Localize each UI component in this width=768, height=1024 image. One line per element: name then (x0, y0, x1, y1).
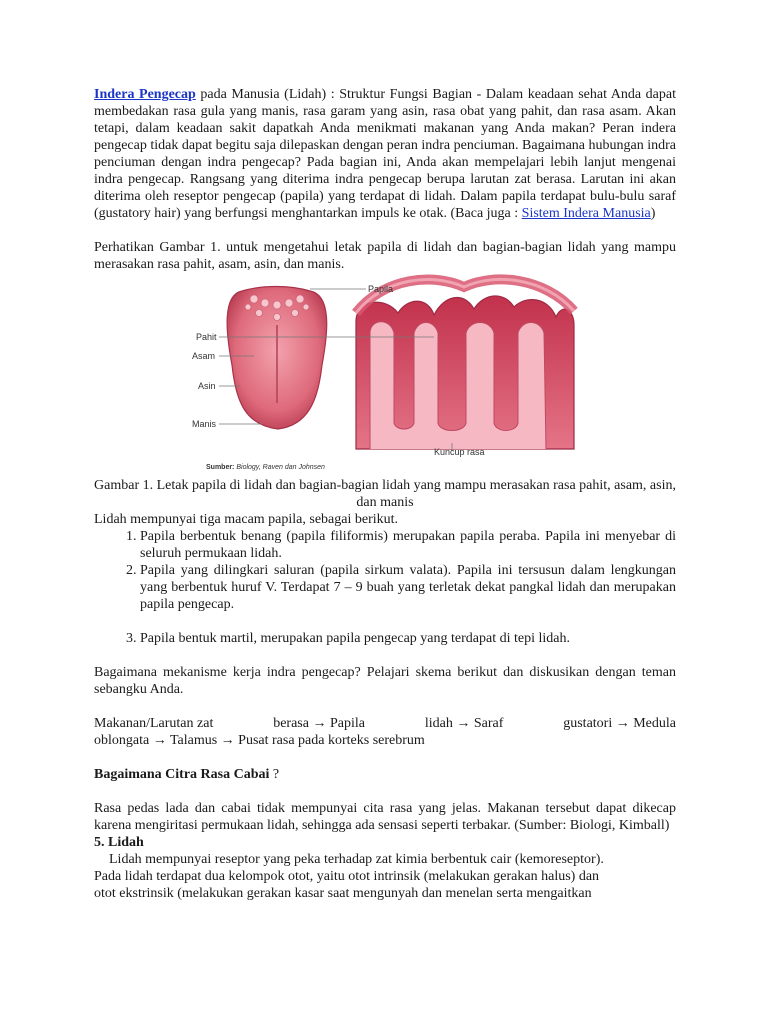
label-asam: Asam (192, 351, 216, 361)
figure-source: Sumber: Biology, Raven dan Johnsen (206, 464, 325, 471)
figure-caption: Gambar 1. Letak papila di lidah dan bagian-bagian lidah yang mampu merasakan rasa pahit, asam, asin, dan manis (94, 478, 676, 510)
flow-step: berasa → Papila (273, 716, 365, 731)
document-page (94, 86, 676, 902)
cabai-heading: Bagaimana Citra Rasa Cabai ? (94, 767, 280, 782)
list-intro: Lidah mempunyai tiga macam papila, sebagai berikut. (94, 512, 399, 527)
cabai-paragraph: Rasa pedas lada dan cabai tidak mempunyai cita rasa yang jelas. Makanan tersebut dapat dikecap karena mengiritasi permukaan lidah, sehingga ada sensasi seperti terbakar. (Sumber: Biologi, Kimball) (94, 801, 676, 833)
papila-list (94, 528, 676, 647)
label-pahit: Pahit (196, 332, 217, 342)
indera-pengecap-link[interactable]: Indera Pengecap (94, 87, 196, 102)
label-asin: Asin (198, 381, 216, 391)
lidah-line-3: otot ekstrinsik (melakukan gerakan kasar saat mengunyah dan menelan serta mengaitkan (94, 886, 592, 901)
tongue-figure (94, 273, 676, 473)
lidah-line-2: Pada lidah terdapat dua kelompok otot, yaitu otot intrinsik (melakukan gerakan halus) dan (94, 869, 600, 884)
mechanism-paragraph: Bagaimana mekanisme kerja indra pengecap? Pelajari skema berikut dan diskusikan dengan teman sebangku Anda. (94, 665, 676, 697)
sistem-indera-link[interactable]: Sistem Indera Manusia (521, 206, 651, 221)
label-manis: Manis (192, 419, 217, 429)
figure-intro-paragraph: Perhatikan Gambar 1. untuk mengetahui letak papila di lidah dan bagian-bagian lidah yang mampu merasakan rasa pahit, asam, asin, dan manis. (94, 240, 676, 272)
list-item: 2. Papila yang dilingkari saluran (papila sirkum valata). Papila ini tersusun dalam lengkungan yang berbentuk huruf V. Terdapat 7 – 9 buah yang terletak dekat pangkal lidah dan merupakan papila pengecap. (140, 562, 676, 613)
taste-pathway (94, 715, 676, 732)
label-papila: Papila (368, 284, 394, 294)
intro-text: pada Manusia (Lidah) : Struktur Fungsi Bagian - Dalam keadaan sehat Anda dapat membedakan rasa gula yang manis, rasa garam yang asin, rasa obat yang pahit, dan rasa asam. Akan tetapi, dalam keadaan sakit dapatkah Anda menikmati makanan yang Anda makan? Peran indera pengecap tidak dapat begitu saja dilepaskan dengan peran indra penciuman. Bagaimana hubungan indra penciuman dengan indra pengecap? Pada bagian ini, Anda akan mempelajari lebih lanjut mengenai indra pengecap. Rangsang yang diterima indra pengecap berupa larutan zat berasa. Larutan ini akan diterima oleh reseptor pengecap (papila) yang terdapat di lidah. Dalam papila terdapat bulu-bulu saraf (gustatory hair) yang berfungsi menghantarkan impuls ke otak. (Baca juga : (94, 87, 676, 221)
intro-close: ) (650, 206, 656, 221)
list-item: 1. Papila berbentuk benang (papila filiformis) merupakan papila peraba. Papila ini menyebar di seluruh permukaan lidah. (140, 528, 676, 562)
lidah-line-1: Lidah mempunyai reseptor yang peka terhadap zat kimia berbentuk cair (kemoreseptor). (109, 852, 604, 867)
flow-step: gustatori → Medula (563, 716, 676, 731)
flow-step: Makanan/Larutan zat (94, 716, 214, 731)
section-heading-lidah: 5. Lidah (94, 835, 144, 850)
tongue-illustration (94, 273, 676, 473)
flow-line-2: oblongata → Talamus → Pusat rasa pada korteks serebrum (94, 733, 425, 748)
intro-paragraph (94, 86, 676, 222)
list-item: 3. Papila bentuk martil, merupakan papila pengecap yang terdapat di tepi lidah. (140, 630, 676, 647)
label-kuncup-rasa: Kuncup rasa (434, 447, 485, 457)
flow-step: lidah → Saraf (424, 716, 504, 731)
